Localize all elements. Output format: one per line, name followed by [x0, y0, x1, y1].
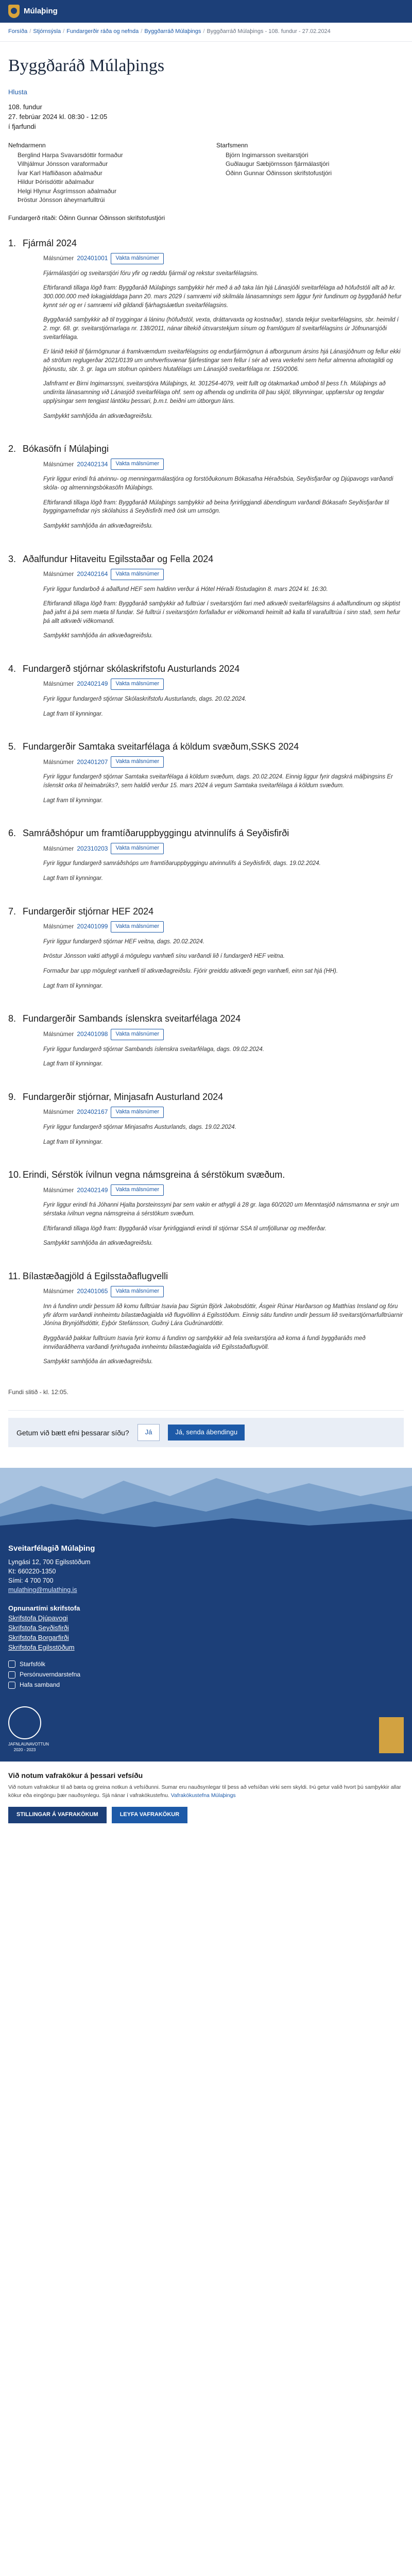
agenda-item-paragraph: Jafnframt er Birni Ingimarssyni, sveitarstjóra Múlaþings, kt. 301254-4079, veitt fullt og ótakmarkað umboð til þess f.h. Múlaþings að undirrita lánasamning við Lánasjóð sveitarfélaga ohf. sem og afhenda og undirrita öll þau skjöl, tilkynningar, uppfærslur og tengdar upplýsingar sem tengjast lántöku þessari, þ.m.t. beiðni um útborgun láns. — [43, 381, 386, 404]
case-number-link[interactable]: 202402134 — [77, 460, 108, 468]
case-number-link[interactable]: 202310203 — [77, 844, 108, 852]
agenda-item-number: 10. — [8, 1170, 22, 1180]
case-number-row — [23, 843, 404, 854]
equal-pay-caption: JAFNLAUNAVOTTUN 2020 - 2023 — [8, 1741, 49, 1753]
agenda-item-body — [23, 1168, 404, 1254]
footer-phone: Sími: 4 700 700 — [8, 1577, 54, 1585]
agenda-item-text — [23, 773, 404, 805]
footer-office-link[interactable]: Skrifstofa Seyðisfirði — [8, 1624, 69, 1632]
footer-link-staff[interactable] — [8, 1660, 404, 1669]
case-number-label: Málsnúmer — [43, 923, 74, 930]
agenda-item-paragraph: Fyrir liggur fundargerð stjórnar Skólaskrifstofu Austurlands, dags. 20.02.2024. — [43, 696, 247, 702]
agenda-item-body — [23, 826, 404, 889]
case-number-label: Málsnúmer — [43, 1030, 74, 1038]
case-number-row — [23, 1286, 404, 1297]
agenda-item-title: Samráðshópur um framtíðaruppbyggingu atvinnulífs á Seyðisfirði — [23, 828, 289, 839]
case-number-label: Málsnúmer — [43, 758, 74, 766]
footer-kt: Kt: 660220-1350 — [8, 1568, 56, 1575]
case-number-label: Málsnúmer — [43, 844, 74, 852]
feedback-send-button[interactable]: Já, senda ábendingu — [168, 1425, 245, 1440]
agenda-item-text — [23, 1302, 404, 1366]
footer-address — [8, 1543, 404, 1595]
agenda-item-paragraph: Samþykkt samhljóða án atkvæðagreiðslu. — [43, 1359, 153, 1365]
agenda-item-paragraph: Samþykkt samhljóða án atkvæðagreiðslu. — [43, 633, 153, 639]
watch-case-button[interactable]: Vakta málsnúmer — [111, 253, 164, 264]
agenda-item-paragraph: Fyrir liggur fundargerð stjórnar Samtaka sveitarfélaga á köldum svæðum, dags. 20.02.2024. Einnig liggur fyrir dagskrá málþingsins Er íslenskt orka til heimabrúks?, sem haldið verður 15. mars 2024 á vegum Samtaka sveitarfélaga á köldum svæðum. — [43, 774, 393, 789]
agenda-item-paragraph: Lagt fram til kynningar. — [43, 710, 103, 717]
agenda-item — [8, 1012, 404, 1074]
cookie-policy-link[interactable]: Vafrakökustefna Múlaþings — [170, 1792, 236, 1799]
agenda-item-body — [23, 1090, 404, 1153]
footer-office-link[interactable]: Skrifstofa Egilsstöðum — [8, 1643, 75, 1651]
agenda-item-number: 9. — [8, 1091, 16, 1102]
cookie-banner — [0, 1761, 412, 1832]
cookie-body: Við notum vafrakökur til að bæta og greina notkun á vefsíðunni. Sumar eru nauðsynlegar til þess að vefsíðan virki sem skyldi. Þú getur valið hvort þú samþykkir allar kökur eða eingöngu þær nauðsynlegu. Sjá nánar í vafrakökustefnu. — [8, 1784, 401, 1799]
agenda-item-text — [23, 1201, 404, 1248]
feedback-question: Getum við bætt efni þessarar síðu? — [16, 1428, 129, 1437]
minutes-author: Fundargerð ritaði: Óðinn Gunnar Óðinsson skrifstofustjóri — [8, 214, 165, 222]
case-number-label: Málsnúmer — [43, 255, 74, 262]
agenda-item-text — [23, 269, 404, 420]
case-number-link[interactable]: 202402149 — [77, 680, 108, 688]
case-number-link[interactable]: 202401065 — [77, 1287, 108, 1295]
footer-link-label: Persónuverndarstefna — [20, 1671, 81, 1679]
committee-member: Berglind Harpa Svavarsdóttir formaður — [18, 151, 123, 159]
agenda-item-text — [23, 475, 404, 530]
case-number-link[interactable]: 202402164 — [77, 570, 108, 578]
agenda-item-text — [23, 585, 404, 640]
agenda-item-paragraph: Fyrir liggur erindi frá Jóhanni Hjalta þorsteinssyni þar sem vakin er athygli á 28 gr. laga 60/2020 um Menntasjóð námsmanna er snýr um sérstaka ívilnun vegna námsgreina á sérstökum svæðum. — [43, 1202, 399, 1217]
agenda-item-text — [23, 859, 404, 883]
footer-office-link[interactable]: Skrifstofa Borgarfirði — [8, 1634, 69, 1642]
page-title: Byggðaráð Múlaþings — [8, 56, 165, 75]
watch-case-button[interactable]: Vakta málsnúmer — [111, 843, 164, 854]
agenda-item-text — [23, 1123, 404, 1146]
meeting-closed: Fundi slitið - kl. 12:05. — [8, 1388, 404, 1411]
cookie-settings-button[interactable]: STILLINGAR Á VAFRAKÖKUM — [8, 1807, 107, 1823]
agenda-item-title: Fundargerðir stjórnar, Minjasafn Austurland 2024 — [23, 1091, 224, 1102]
footer-badges — [8, 1706, 404, 1753]
feedback-box — [8, 1418, 404, 1447]
agenda-item-paragraph: Eftirfarandi tillaga lögð fram: Byggðaráð vísar fyrirliggjandi erindi til stjórnar SSA til umfjöllunar og meðferðar. — [43, 1225, 327, 1232]
case-number-link[interactable]: 202401001 — [77, 255, 108, 262]
gold-badge — [379, 1717, 404, 1753]
mountain-graphic — [0, 1468, 412, 1535]
equal-pay-badge — [8, 1706, 49, 1753]
footer-office-link[interactable]: Skrifstofa Djúpavogi — [8, 1614, 68, 1622]
shield-icon — [8, 5, 20, 18]
breadcrumb-item[interactable]: Byggðarráð Múlaþings — [144, 28, 201, 35]
agenda-item-text — [23, 938, 404, 991]
footer-links — [8, 1660, 404, 1690]
case-number-label: Málsnúmer — [43, 460, 74, 468]
agenda-item-number: 4. — [8, 663, 16, 674]
agenda-item-paragraph: Formaður bar upp mögulegt vanhæfi til atkvæðagreiðslu. Fjórir greiddu atkvæði gegn vanhæfi, einn sat hjá (HH). — [43, 968, 338, 975]
case-number-row — [23, 459, 404, 470]
agenda-item-paragraph: Þröstur Jónsson vakti athygli á mögulegu vanhæfi sínu varðandi lið í fundargerð HEF veitna. — [43, 953, 285, 960]
agenda-item-number: 5. — [8, 741, 16, 752]
staff-member: Óðinn Gunnar Óðinsson skrifstofustjóri — [226, 169, 332, 177]
meeting-date: 27. febrúar 2024 kl. 08:30 - 12:05 — [8, 112, 108, 121]
agenda-item-body — [23, 442, 404, 536]
case-number-row — [23, 569, 404, 580]
agenda-item-paragraph: Samþykkt samhljóða án atkvæðagreiðslu. — [43, 522, 153, 529]
agenda-item — [8, 1168, 404, 1254]
agenda-item-number: 8. — [8, 1013, 16, 1024]
case-number-link[interactable]: 202402167 — [77, 1108, 108, 1116]
main-content — [0, 42, 412, 1411]
staff-members — [216, 141, 404, 205]
footer-email-link[interactable]: mulathing@mulathing.is — [8, 1586, 77, 1594]
breadcrumb — [0, 23, 412, 42]
agenda-item-paragraph: Er lánið tekið til fjármögnunar á framkvæmdum sveitarfélagsins og endurfjármögnun á afborgunum ársins hjá Lánasjóðnum og fellur ekki að ströfum reglugerðar 2021/0139 um umhverfisvænar fjárfestingar sem fellur í sér að vera verkefni sem hefur almenna afnotagildi og þjónustu, sbr. 3. gr. laga um stofnun opinbers hlutafélags um Lánasjóð sveitarfélaga nr. 150/2006. — [43, 349, 401, 372]
committee-member: Hildur Þórisdóttir aðalmaður — [18, 178, 94, 186]
cookie-title: Við notum vafrakökur á þessari vefsíðu — [8, 1771, 143, 1780]
agenda-item-paragraph: Eftirfarandi tillaga lögð fram: Byggðaráð Múlaþings samþykkir að beina fyrirliggjandi ábendingum varðandi Bókasafn Seyðisfjarðar til byggingarnefndar nýs skólahúss á Seyðisfirði með ósk um umsögn. — [43, 499, 389, 515]
case-number-label: Málsnúmer — [43, 570, 74, 578]
breadcrumb-current: Byggðarráð Múlaþings - 108. fundur - 27.02.2024 — [207, 28, 331, 35]
agenda-item-title: Erindi, Sérstök ívilnun vegna námsgreina á sérstökum svæðum. — [23, 1170, 285, 1180]
case-number-row — [23, 1107, 404, 1118]
agenda-item-body — [23, 1012, 404, 1074]
agenda-items — [8, 236, 404, 1372]
watch-case-button[interactable]: Vakta málsnúmer — [111, 921, 164, 933]
breadcrumb-separator: / — [29, 28, 31, 35]
agenda-item — [8, 552, 404, 647]
breadcrumb-separator: / — [63, 28, 65, 35]
case-number-row — [23, 756, 404, 768]
agenda-item-title: Aðalfundur Hitaveitu Egilsstaðar og Fella 2024 — [23, 553, 214, 564]
brand-name: Múlaþing — [24, 7, 58, 16]
listen-link[interactable]: Hlusta — [8, 88, 27, 96]
agenda-item-paragraph: Fyrir liggur fundarboð á aðalfund HEF sem haldinn verður á Hótel Héraði föstudaginn 8. mars 2024 kl. 16:30. — [43, 586, 328, 592]
staff-member: Björn Ingimarsson sveitarstjóri — [226, 151, 308, 159]
case-number-link[interactable]: 202401099 — [77, 923, 108, 930]
agenda-item-body — [23, 740, 404, 811]
agenda-item-paragraph: Fjármálastjóri og sveitarstjóri fóru yfir og ræddu fjármál og rekstur sveitarfélagsins. — [43, 270, 259, 277]
equal-pay-logo — [8, 1706, 41, 1739]
agenda-item-body — [23, 1269, 404, 1372]
watch-case-button[interactable]: Vakta málsnúmer — [111, 459, 164, 470]
footer-offices — [8, 1614, 404, 1652]
mail-icon — [8, 1682, 15, 1689]
agenda-item-number: 6. — [8, 828, 16, 839]
agenda-item — [8, 1269, 404, 1372]
agenda-item — [8, 740, 404, 811]
agenda-item-paragraph: Eftirfarandi tillaga lögð fram: Byggðaráð Múlaþings samþykkir hér með á að taka lán hjá Lánasjóði sveitarfélaga að höfuðstóli allt að kr. 300.000.000 með lokagjalddaga þann 20. mars 2029 í samræmi við skilmála lánasamnings sem liggur fyrir fundinum og byggðaráð hefur kynnt sér og er í samræmi við gildandi fjárhagsáætlun sveitarfélagsins. — [43, 285, 402, 309]
committee-member: Vilhjálmur Jónsson varaformaður — [18, 160, 108, 168]
watch-case-button[interactable]: Vakta málsnúmer — [111, 756, 164, 768]
agenda-item-number: 11. — [8, 1270, 21, 1281]
case-number-row — [23, 679, 404, 690]
feedback-yes-button[interactable]: Já — [138, 1424, 160, 1441]
footer-link-label: Starfsfólk — [20, 1660, 46, 1668]
breadcrumb-item[interactable]: Forsíða — [8, 28, 28, 35]
case-number-label: Málsnúmer — [43, 1186, 74, 1194]
people-icon — [8, 1660, 15, 1668]
cookie-text — [8, 1784, 404, 1799]
agenda-item-paragraph: Eftirfarandi tillaga lögð fram: Byggðaráð samþykkir að fulltrúar í sveitarstjórn fari með atkvæði sveitarfélagsins á aðalfundinum og skiptist það jafnt á þá sem mæta til fundar. Sé fulltrúi í sveitarstjórn forfallaður er viðkomandi heimilt að kalla til varafulltrúa í sinn stað, sem hefur þá allt atkvæði viðkomandi. — [43, 601, 401, 624]
committee-member: Helgi Hlynur Ásgrímsson aðalmaður — [18, 187, 117, 195]
agenda-item-title: Bílastæðagjöld á Egilsstaðaflugvelli — [23, 1270, 168, 1281]
agenda-item-text — [23, 695, 404, 718]
case-number-row — [23, 921, 404, 933]
agenda-item-paragraph: Fyrir liggur erindi frá atvinnu- og menningarmálastjóra og forstöðukonum Bókasafna Héraðsbúa, Seyðisfjarðar og Djúpavogs varðandi skóla- og almenningsbókasöfn Múlaþings. — [43, 476, 393, 491]
agenda-item-body — [23, 905, 404, 997]
committee-member: Þröstur Jónsson áheyrnarfulltrúi — [18, 196, 105, 204]
agenda-item-paragraph: Samþykkt samhljóða án atkvæðagreiðslu. — [43, 1240, 153, 1247]
watch-case-button[interactable]: Vakta málsnúmer — [111, 569, 164, 580]
mountain-illustration — [0, 1468, 412, 1535]
agenda-item-number: 1. — [8, 238, 16, 248]
case-number-label: Málsnúmer — [43, 1287, 74, 1295]
case-number-row — [23, 253, 404, 264]
agenda-item-number: 3. — [8, 553, 16, 564]
agenda-item-body — [23, 662, 404, 724]
agenda-item-paragraph: Byggðaráð þakkar fulltrúum Isavia fyrir komu á fundinn og samþykkir að fela sveitarstjóra að koma á fundi byggðaráðs með innviðaráðherra varðandi fyrirhugaða innheimtu bílastæðagjalda við Egilsstaðaflugvöll. — [43, 1335, 366, 1350]
case-number-link[interactable]: 202402149 — [77, 1186, 108, 1194]
agenda-item-number: 7. — [8, 906, 16, 917]
watch-case-button[interactable]: Vakta málsnúmer — [111, 1184, 164, 1196]
agenda-item — [8, 236, 404, 427]
meeting-meta — [8, 88, 404, 131]
case-number-row — [23, 1029, 404, 1040]
agenda-item-body — [23, 552, 404, 647]
agenda-item-paragraph: Fyrir liggur fundargerð stjórnar HEF veitna, dags. 20.02.2024. — [43, 938, 205, 945]
breadcrumb-item[interactable]: Fundargerðir ráða og nefnda — [66, 28, 139, 35]
footer-hours-title: Opnunartími skrifstofa — [8, 1604, 80, 1613]
watch-case-button[interactable]: Vakta málsnúmer — [111, 1107, 164, 1118]
agenda-item-title: Fundargerðir Sambands íslenskra sveitarfélaga 2024 — [23, 1013, 241, 1024]
watch-case-button[interactable]: Vakta málsnúmer — [111, 1029, 164, 1040]
agenda-item-title: Fundargerð stjórnar skólaskrifstofu Austurlands 2024 — [23, 663, 240, 674]
top-navbar — [0, 0, 412, 23]
case-number-row — [23, 1184, 404, 1196]
agenda-item-paragraph: Fyrir liggur fundargerð samráðshóps um framtíðaruppbyggingu atvinnulífs á Seyðisfirði, dags. 19.02.2024. — [43, 860, 321, 867]
agenda-item-paragraph: Samþykkt samhljóða án atkvæðagreiðslu. — [43, 413, 153, 419]
meeting-place: í fjarfundi — [8, 122, 36, 130]
footer-link-contact[interactable] — [8, 1681, 404, 1689]
cookie-allow-button[interactable]: LEYFA VAFRAKÖKUR — [112, 1807, 188, 1823]
footer-link-privacy[interactable] — [8, 1670, 404, 1679]
agenda-item-title: Fjármál 2024 — [23, 238, 77, 248]
watch-case-button[interactable]: Vakta málsnúmer — [111, 679, 164, 690]
agenda-item-paragraph: Byggðaráð samþykkir að til tryggingar á láninu (höfuðstól, vexta, dráttarvaxta og kostnaðar), standa tekjur sveitarfélagsins, sbr. heimild í 2. mgr. 68. gr. sveitarstjórnarlaga nr. 138/2011, nánar tiltekið útsvarstekjum sínum og framlögum til sveitarfélagsins úr Jöfnunarsjóði sveitarfélaga. — [43, 317, 399, 341]
breadcrumb-separator: / — [203, 28, 205, 35]
agenda-item-number: 2. — [8, 444, 16, 454]
cookie-buttons — [8, 1807, 404, 1823]
agenda-item-title: Fundargerðir Samtaka sveitarfélaga á köldum svæðum,SSKS 2024 — [23, 741, 299, 752]
agenda-item-paragraph: Fyrir liggur fundargerð stjórnar Sambands íslenskra sveitarfélaga, dags. 09.02.2024. — [43, 1046, 264, 1053]
attendees — [8, 141, 404, 205]
footer-link-label: Hafa samband — [20, 1681, 60, 1689]
case-number-label: Málsnúmer — [43, 680, 74, 688]
agenda-item — [8, 826, 404, 889]
breadcrumb-separator: / — [141, 28, 143, 35]
staff-member: Guðlaugur Sæbjörnsson fjármálastjóri — [226, 160, 330, 168]
agenda-item — [8, 662, 404, 724]
agenda-item-paragraph: Lagt fram til kynningar. — [43, 982, 103, 989]
agenda-item-title: Fundargerðir stjórnar HEF 2024 — [23, 906, 154, 917]
agenda-item-title: Bókasöfn í Múlaþingi — [23, 444, 109, 454]
committee-members-label: Nefndarmenn — [8, 141, 46, 149]
agenda-item-paragraph: Lagt fram til kynningar. — [43, 797, 103, 804]
brand-logo[interactable] — [8, 5, 58, 18]
staff-members-label: Starfsmenn — [216, 141, 248, 149]
agenda-item-body — [23, 236, 404, 427]
agenda-item — [8, 905, 404, 997]
footer-org-name: Sveitarfélagið Múlaþing — [8, 1544, 95, 1553]
lock-icon — [8, 1671, 15, 1679]
case-number-link[interactable]: 202401098 — [77, 1030, 108, 1038]
site-footer — [0, 1535, 412, 1761]
case-number-link[interactable]: 202401207 — [77, 758, 108, 766]
case-number-label: Málsnúmer — [43, 1108, 74, 1116]
watch-case-button[interactable]: Vakta málsnúmer — [111, 1286, 164, 1297]
committee-members — [8, 141, 196, 205]
agenda-item — [8, 442, 404, 536]
breadcrumb-item[interactable]: Stjórnsýsla — [33, 28, 61, 35]
meeting-number: 108. fundur — [8, 103, 42, 111]
agenda-item-paragraph: Lagt fram til kynningar. — [43, 875, 103, 882]
footer-street: Lyngási 12, 700 Egilsstöðum — [8, 1558, 91, 1566]
agenda-item-paragraph: Fyrir liggur fundargerð stjórnar Minjasafns Austurlands, dags. 19.02.2024. — [43, 1124, 236, 1130]
agenda-item-text — [23, 1045, 404, 1069]
agenda-item-paragraph: Inn á fundinn undir þessum lið komu fulltrúar Isavia þau Sigrún Björk Jakobsdóttir, Ásgeir Rúnar Harðarson og Matthías Imsland og fóru yfir áform varðandi innheimtu bílastæðagjalda við flugvöllinn á Egilsstöðum. Einnig sátu fundinn undir þessum lið sveitarstjórnarfulltrúarnir Jónína Brynjólfsdóttir, Eyþór Stefánsson, Guðný Lára Guðrúnardóttir. — [43, 1303, 403, 1327]
committee-member: Ívar Karl Hafliðason aðalmaður — [18, 169, 102, 177]
agenda-item-paragraph: Lagt fram til kynningar. — [43, 1139, 103, 1145]
agenda-item-paragraph: Lagt fram til kynningar. — [43, 1061, 103, 1067]
agenda-item — [8, 1090, 404, 1153]
